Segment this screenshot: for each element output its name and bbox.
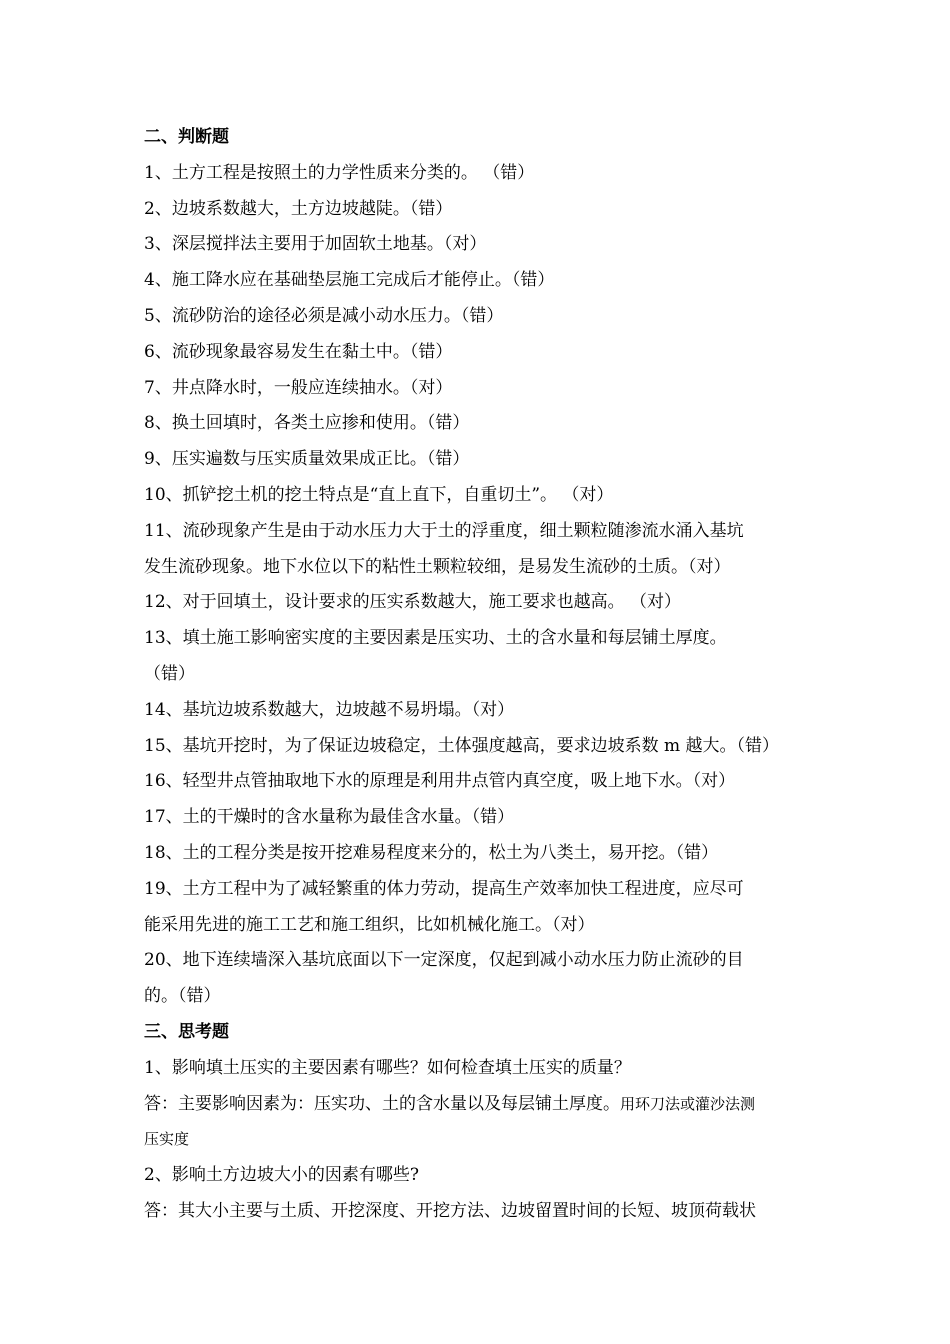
think-question-1: 1、影响填土压实的主要因素有哪些？如何检查填土压实的质量？ (144, 1057, 631, 1078)
document-content (144, 120, 814, 1230)
question-10: 10、抓铲挖土机的挖土特点是“直上直下，自重切土”。 （对） (144, 484, 614, 505)
section-title-thinking: 三、思考题 (144, 1021, 229, 1042)
question-3: 3、深层搅拌法主要用于加固软土地基。（对） (144, 234, 487, 255)
think-answer-1-line-2: 压实度 (144, 1130, 190, 1149)
think-answer-1-main: 答：主要影响因素为：压实功、土的含水量以及每层铺土厚度。 (144, 1093, 620, 1114)
question-17: 17、土的干燥时的含水量称为最佳含水量。（错） (144, 807, 515, 828)
question-4: 4、施工降水应在基础垫层施工完成后才能停止。（错） (144, 270, 555, 291)
think-answer-2: 答：其大小主要与土质、开挖深度、开挖方法、边坡留置时间的长短、坡顶荷载状 (144, 1200, 756, 1221)
question-7: 7、井点降水时，一般应连续抽水。（对） (144, 377, 453, 398)
question-20-line-1: 20、地下连续墙深入基坑底面以下一定深度，仅起到减小动水压力防止流砂的目 (144, 950, 744, 971)
question-11-line-1: 11、流砂现象产生是由于动水压力大于土的浮重度，细土颗粒随渗流水涌入基坑 (144, 520, 744, 541)
question-11-line-2: 发生流砂现象。地下水位以下的粘性土颗粒较细，是易发生流砂的土质。（对） (144, 556, 731, 577)
question-12: 12、对于回填土，设计要求的压实系数越大，施工要求也越高。 （对） (144, 592, 682, 613)
think-answer-1-tail: 用环刀法或灌沙法测 (620, 1094, 756, 1113)
question-18: 18、土的工程分类是按开挖难易程度来分的，松土为八类土，易开挖。（错） (144, 842, 719, 863)
question-1: 1、土方工程是按照土的力学性质来分类的。 （错） (144, 162, 535, 183)
question-15: 15、基坑开挖时，为了保证边坡稳定，土体强度越高，要求边坡系数 m 越大。（错） (144, 735, 780, 756)
question-2: 2、边坡系数越大，土方边坡越陡。（错） (144, 198, 453, 219)
question-16: 16、轻型井点管抽取地下水的原理是利用井点管内真空度，吸上地下水。（对） (144, 771, 736, 792)
question-6: 6、流砂现象最容易发生在黏土中。（错） (144, 341, 453, 362)
section-title-judgement: 二、判断题 (144, 127, 229, 147)
question-20-line-2: 的。（错） (144, 986, 221, 1007)
question-14: 14、基坑边坡系数越大，边坡越不易坍塌。（对） (144, 699, 515, 720)
question-13-line-2: （错） (144, 663, 195, 684)
question-5: 5、流砂防治的途径必须是减小动水压力。（错） (144, 305, 504, 326)
question-13-line-1: 13、填土施工影响密实度的主要因素是压实功、土的含水量和每层铺土厚度。 (144, 628, 727, 649)
question-19-line-1: 19、土方工程中为了减轻繁重的体力劳动，提高生产效率加快工程进度，应尽可 (144, 878, 744, 899)
question-9: 9、压实遍数与压实质量效果成正比。（错） (144, 449, 470, 470)
question-19-line-2: 能采用先进的施工工艺和施工组织，比如机械化施工。（对） (144, 914, 595, 935)
question-8: 8、换土回填时，各类土应掺和使用。（错） (144, 413, 470, 434)
think-question-2: 2、影响土方边坡大小的因素有哪些? (144, 1165, 419, 1186)
think-answer-1-line-1 (144, 1087, 814, 1123)
